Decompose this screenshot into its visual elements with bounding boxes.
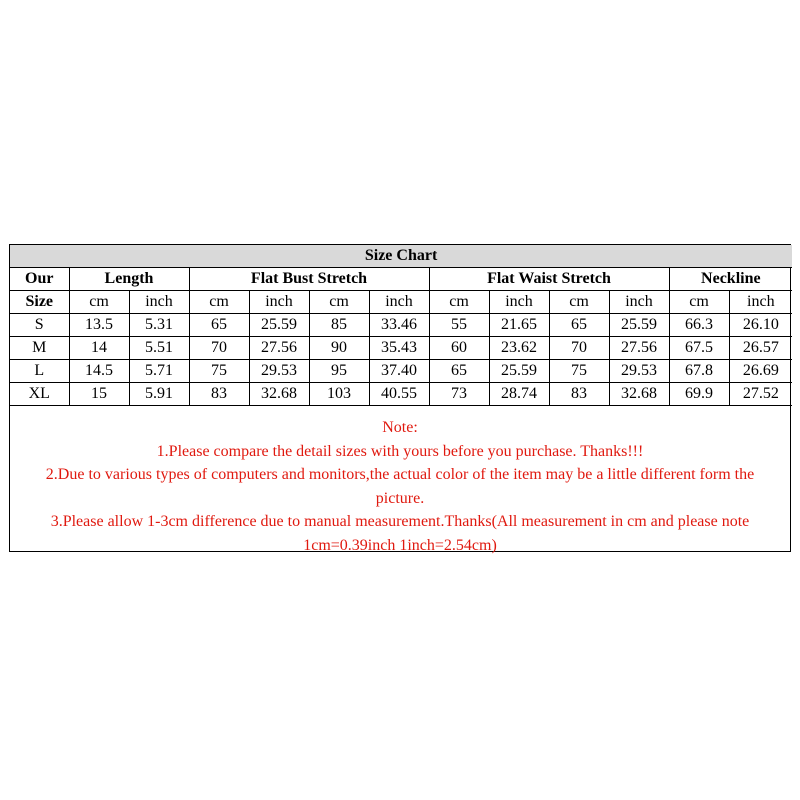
note-line-3: 3.Please allow 1-3cm difference due to manual measurement.Thanks(All measurement in cm and please note <box>50 513 750 530</box>
table-cell: 37.40 <box>369 360 429 383</box>
note-line-3-cont: 1cm=0.39inch 1inch=2.54cm) <box>303 536 497 554</box>
table-cell: 25.59 <box>609 314 669 337</box>
header-our: Our <box>10 268 69 291</box>
table-cell: 70 <box>549 337 609 360</box>
table-cell: 55 <box>429 314 489 337</box>
table-cell: 40.55 <box>369 383 429 406</box>
table-cell: 25.59 <box>249 314 309 337</box>
table-cell: 95 <box>309 360 369 383</box>
table-row <box>10 337 792 360</box>
table-cell: 5.91 <box>129 383 189 406</box>
table-cell: 32.68 <box>609 383 669 406</box>
note-heading: Note: <box>382 419 418 436</box>
table-cell: 33.46 <box>369 314 429 337</box>
table-cell: 27.56 <box>249 337 309 360</box>
table-cell: 75 <box>189 360 249 383</box>
table-cell: 65 <box>189 314 249 337</box>
table-cell: 14.5 <box>69 360 129 383</box>
note-line-2: 2.Due to various types of computers and monitors,the actual color of the item may be a little different form the <box>45 466 755 483</box>
table-cell: 60 <box>429 337 489 360</box>
table-cell: 69.9 <box>669 383 729 406</box>
table-row <box>10 360 792 383</box>
unit-header: cm <box>309 291 369 314</box>
note-line-1: 1.Please compare the detail sizes with yours before you purchase. Thanks!!! <box>156 442 644 460</box>
unit-header: inch <box>609 291 669 314</box>
title-row <box>10 245 792 268</box>
note-section <box>10 413 790 557</box>
table-cell: 85 <box>309 314 369 337</box>
unit-header: cm <box>429 291 489 314</box>
note-line-2-cont: picture. <box>375 489 425 507</box>
header-neckline: Neckline <box>669 268 792 291</box>
table-cell: 103 <box>309 383 369 406</box>
table-cell: 70 <box>189 337 249 360</box>
size-table <box>10 245 792 406</box>
table-cell: 15 <box>69 383 129 406</box>
table-cell: 26.57 <box>729 337 792 360</box>
unit-header: cm <box>549 291 609 314</box>
table-cell: 25.59 <box>489 360 549 383</box>
size-label: L <box>10 360 69 383</box>
header-size: Size <box>10 291 69 314</box>
header-row-groups <box>10 268 792 291</box>
header-row-units <box>10 291 792 314</box>
table-cell: 21.65 <box>489 314 549 337</box>
table-cell: 65 <box>429 360 489 383</box>
table-cell: 23.62 <box>489 337 549 360</box>
table-cell: 29.53 <box>249 360 309 383</box>
table-cell: 32.68 <box>249 383 309 406</box>
header-flat-waist-stretch: Flat Waist Stretch <box>429 268 669 291</box>
table-cell: 5.51 <box>129 337 189 360</box>
unit-header: inch <box>129 291 189 314</box>
chart-title: Size Chart <box>10 245 792 268</box>
table-cell: 29.53 <box>609 360 669 383</box>
unit-header: inch <box>489 291 549 314</box>
size-label: S <box>10 314 69 337</box>
table-cell: 26.10 <box>729 314 792 337</box>
table-cell: 73 <box>429 383 489 406</box>
table-cell: 5.31 <box>129 314 189 337</box>
table-cell: 67.8 <box>669 360 729 383</box>
table-cell: 83 <box>189 383 249 406</box>
table-cell: 67.5 <box>669 337 729 360</box>
header-flat-bust-stretch: Flat Bust Stretch <box>189 268 429 291</box>
unit-header: cm <box>189 291 249 314</box>
table-cell: 14 <box>69 337 129 360</box>
size-label: M <box>10 337 69 360</box>
table-cell: 5.71 <box>129 360 189 383</box>
table-cell: 66.3 <box>669 314 729 337</box>
header-length: Length <box>69 268 189 291</box>
unit-header: cm <box>69 291 129 314</box>
table-row <box>10 314 792 337</box>
table-cell: 35.43 <box>369 337 429 360</box>
table-cell: 75 <box>549 360 609 383</box>
table-cell: 65 <box>549 314 609 337</box>
unit-header: inch <box>369 291 429 314</box>
table-cell: 83 <box>549 383 609 406</box>
unit-header: inch <box>249 291 309 314</box>
table-cell: 27.56 <box>609 337 669 360</box>
size-label: XL <box>10 383 69 406</box>
unit-header: cm <box>669 291 729 314</box>
size-chart <box>9 244 791 552</box>
table-cell: 13.5 <box>69 314 129 337</box>
table-cell: 90 <box>309 337 369 360</box>
table-row <box>10 383 792 406</box>
unit-header: inch <box>729 291 792 314</box>
table-cell: 27.52 <box>729 383 792 406</box>
table-cell: 26.69 <box>729 360 792 383</box>
table-cell: 28.74 <box>489 383 549 406</box>
